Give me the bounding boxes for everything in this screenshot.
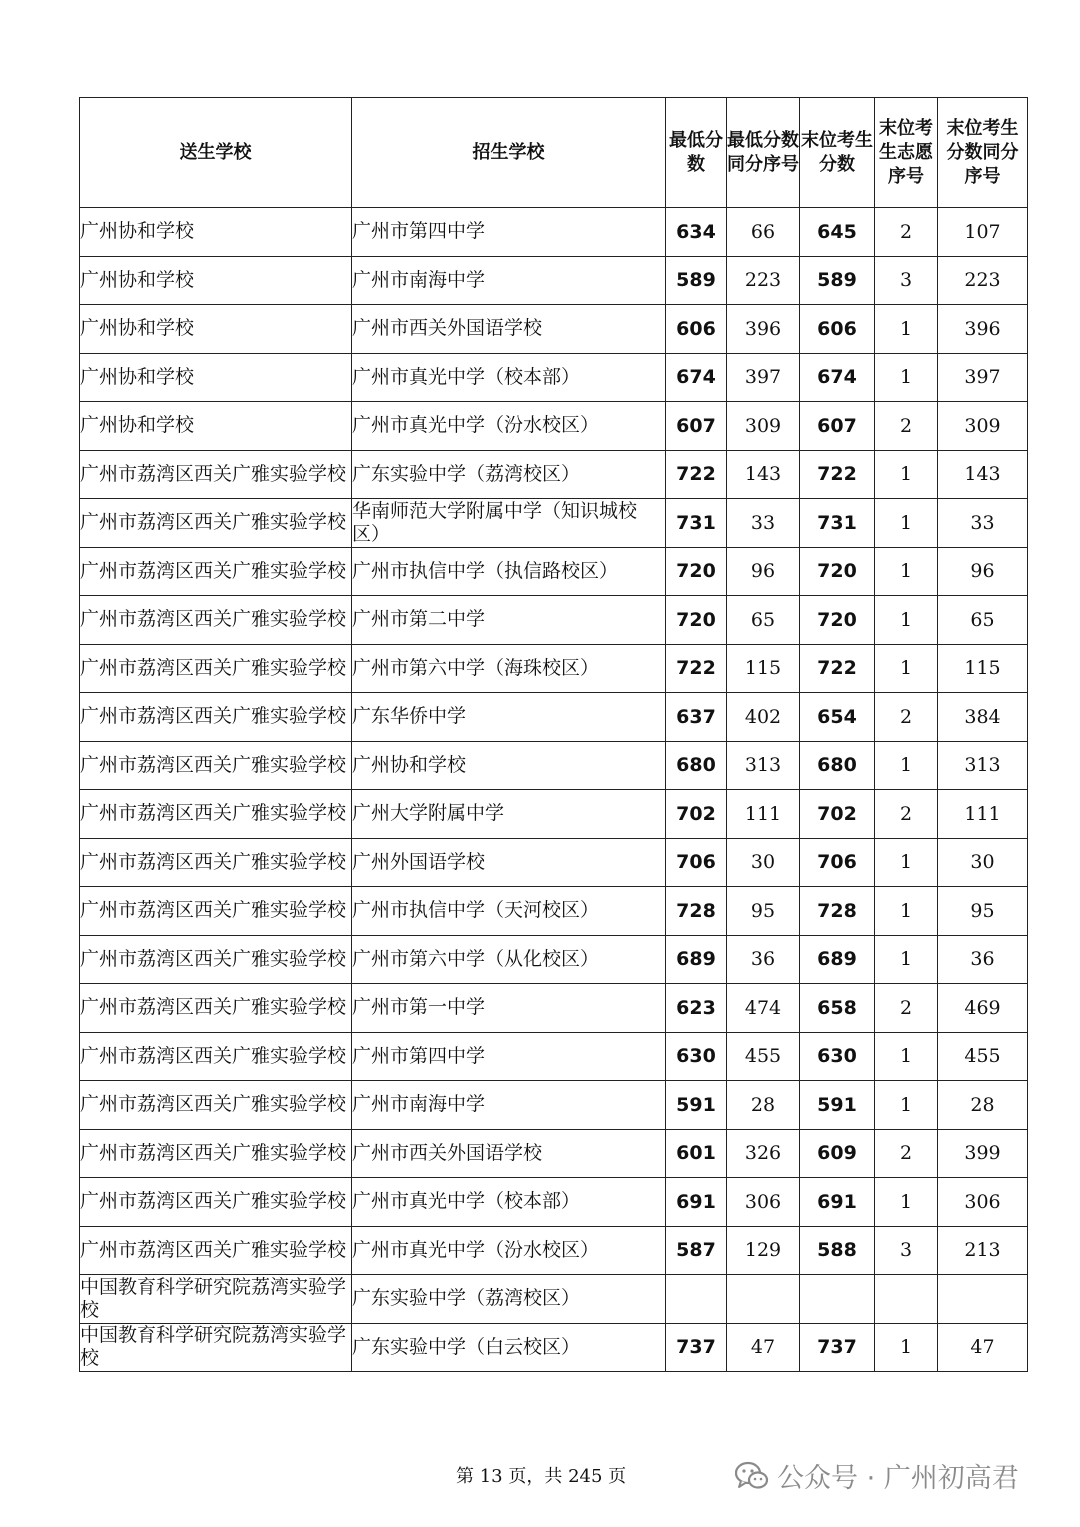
cell-min-score-tie-rank: 115	[727, 644, 800, 693]
table-row	[80, 1129, 1028, 1178]
cell-last-score-tie-rank	[938, 1275, 1028, 1324]
cell-last-wish-order: 1	[875, 499, 938, 548]
cell-sending-school: 广州协和学校	[80, 402, 352, 451]
cell-min-score-tie-rank: 47	[727, 1323, 800, 1372]
cell-last-score: 689	[800, 935, 875, 984]
cell-min-score: 606	[666, 305, 727, 354]
cell-last-score: 591	[800, 1081, 875, 1130]
cell-sending-school: 广州市荔湾区西关广雅实验学校	[80, 1226, 352, 1275]
cell-last-wish-order: 2	[875, 208, 938, 257]
cell-last-score-tie-rank: 143	[938, 450, 1028, 499]
cell-sending-school: 广州协和学校	[80, 208, 352, 257]
cell-last-wish-order: 1	[875, 741, 938, 790]
cell-min-score-tie-rank: 111	[727, 790, 800, 839]
cell-min-score: 737	[666, 1323, 727, 1372]
cell-min-score: 689	[666, 935, 727, 984]
cell-last-wish-order: 3	[875, 256, 938, 305]
cell-sending-school: 广州协和学校	[80, 256, 352, 305]
cell-min-score: 691	[666, 1178, 727, 1227]
cell-last-wish-order: 3	[875, 1226, 938, 1275]
cell-min-score: 623	[666, 984, 727, 1033]
cell-last-score-tie-rank: 455	[938, 1032, 1028, 1081]
cell-last-score-tie-rank: 28	[938, 1081, 1028, 1130]
cell-min-score-tie-rank: 143	[727, 450, 800, 499]
cell-last-score-tie-rank: 115	[938, 644, 1028, 693]
cell-admitting-school: 广州市第二中学	[352, 596, 666, 645]
cell-min-score: 587	[666, 1226, 727, 1275]
cell-sending-school: 广州协和学校	[80, 305, 352, 354]
cell-min-score-tie-rank: 95	[727, 887, 800, 936]
cell-sending-school: 广州市荔湾区西关广雅实验学校	[80, 1081, 352, 1130]
cell-last-score-tie-rank: 469	[938, 984, 1028, 1033]
cell-last-score: 645	[800, 208, 875, 257]
cell-last-score: 680	[800, 741, 875, 790]
table-row	[80, 596, 1028, 645]
cell-sending-school: 广州市荔湾区西关广雅实验学校	[80, 596, 352, 645]
cell-last-wish-order: 1	[875, 1032, 938, 1081]
cell-last-score: 589	[800, 256, 875, 305]
cell-last-score-tie-rank: 313	[938, 741, 1028, 790]
cell-min-score: 634	[666, 208, 727, 257]
cell-min-score: 607	[666, 402, 727, 451]
cell-last-score: 722	[800, 644, 875, 693]
cell-last-score: 691	[800, 1178, 875, 1227]
cell-sending-school: 广州市荔湾区西关广雅实验学校	[80, 935, 352, 984]
cell-sending-school: 中国教育科学研究院荔湾实验学校	[80, 1275, 352, 1324]
cell-admitting-school: 广州外国语学校	[352, 838, 666, 887]
header-min-score-tie-rank: 最低分数同分序号	[727, 98, 800, 208]
cell-last-score-tie-rank: 30	[938, 838, 1028, 887]
cell-last-score: 606	[800, 305, 875, 354]
cell-min-score: 728	[666, 887, 727, 936]
table-row	[80, 1323, 1028, 1372]
cell-last-score	[800, 1275, 875, 1324]
cell-last-score-tie-rank: 396	[938, 305, 1028, 354]
cell-last-wish-order: 1	[875, 305, 938, 354]
cell-sending-school: 广州市荔湾区西关广雅实验学校	[80, 644, 352, 693]
cell-last-score: 722	[800, 450, 875, 499]
cell-admitting-school: 广州市第一中学	[352, 984, 666, 1033]
cell-last-score: 607	[800, 402, 875, 451]
table-row	[80, 741, 1028, 790]
cell-min-score-tie-rank: 313	[727, 741, 800, 790]
cell-last-wish-order	[875, 1275, 938, 1324]
cell-min-score: 674	[666, 353, 727, 402]
cell-sending-school: 广州市荔湾区西关广雅实验学校	[80, 984, 352, 1033]
cell-min-score-tie-rank: 129	[727, 1226, 800, 1275]
cell-admitting-school: 广州市真光中学（汾水校区）	[352, 1226, 666, 1275]
cell-min-score: 720	[666, 596, 727, 645]
table-row	[80, 790, 1028, 839]
header-min-score: 最低分数	[666, 98, 727, 208]
header-last-wish-order: 末位考生志愿序号	[875, 98, 938, 208]
cell-last-wish-order: 2	[875, 693, 938, 742]
header-admitting-school: 招生学校	[352, 98, 666, 208]
cell-last-score-tie-rank: 306	[938, 1178, 1028, 1227]
cell-min-score-tie-rank: 30	[727, 838, 800, 887]
cell-admitting-school: 广州市西关外国语学校	[352, 305, 666, 354]
cell-admitting-school: 广州市执信中学（天河校区）	[352, 887, 666, 936]
cell-sending-school: 广州市荔湾区西关广雅实验学校	[80, 887, 352, 936]
table-row	[80, 1178, 1028, 1227]
cell-min-score: 637	[666, 693, 727, 742]
cell-admitting-school: 广州市南海中学	[352, 256, 666, 305]
cell-last-score: 588	[800, 1226, 875, 1275]
cell-last-score: 654	[800, 693, 875, 742]
cell-admitting-school: 广州市真光中学（汾水校区）	[352, 402, 666, 451]
cell-min-score: 680	[666, 741, 727, 790]
cell-last-score: 728	[800, 887, 875, 936]
cell-min-score: 722	[666, 644, 727, 693]
cell-last-wish-order: 1	[875, 450, 938, 499]
cell-last-score-tie-rank: 36	[938, 935, 1028, 984]
table-body	[80, 208, 1028, 1372]
cell-min-score-tie-rank: 402	[727, 693, 800, 742]
cell-admitting-school: 广州市第四中学	[352, 208, 666, 257]
cell-sending-school: 中国教育科学研究院荔湾实验学校	[80, 1323, 352, 1372]
cell-last-score: 731	[800, 499, 875, 548]
table-row	[80, 644, 1028, 693]
cell-last-score-tie-rank: 384	[938, 693, 1028, 742]
cell-min-score: 591	[666, 1081, 727, 1130]
table-row	[80, 1275, 1028, 1324]
cell-last-score-tie-rank: 223	[938, 256, 1028, 305]
cell-sending-school: 广州市荔湾区西关广雅实验学校	[80, 1178, 352, 1227]
cell-min-score	[666, 1275, 727, 1324]
table-row	[80, 208, 1028, 257]
cell-last-score: 702	[800, 790, 875, 839]
admission-score-table	[79, 97, 1028, 1372]
cell-last-score: 630	[800, 1032, 875, 1081]
table-row	[80, 1226, 1028, 1275]
cell-sending-school: 广州市荔湾区西关广雅实验学校	[80, 450, 352, 499]
header-last-score: 末位考生分数	[800, 98, 875, 208]
cell-last-wish-order: 1	[875, 547, 938, 596]
cell-min-score: 601	[666, 1129, 727, 1178]
cell-min-score-tie-rank: 455	[727, 1032, 800, 1081]
cell-last-wish-order: 1	[875, 838, 938, 887]
cell-last-score-tie-rank: 47	[938, 1323, 1028, 1372]
cell-last-score-tie-rank: 399	[938, 1129, 1028, 1178]
cell-last-wish-order: 2	[875, 984, 938, 1033]
cell-last-score-tie-rank: 96	[938, 547, 1028, 596]
cell-min-score-tie-rank	[727, 1275, 800, 1324]
cell-admitting-school: 广东实验中学（白云校区）	[352, 1323, 666, 1372]
cell-admitting-school: 广东华侨中学	[352, 693, 666, 742]
table-row	[80, 402, 1028, 451]
cell-sending-school: 广州市荔湾区西关广雅实验学校	[80, 1032, 352, 1081]
cell-min-score-tie-rank: 309	[727, 402, 800, 451]
cell-last-score: 720	[800, 547, 875, 596]
cell-min-score-tie-rank: 397	[727, 353, 800, 402]
header-sending-school: 送生学校	[80, 98, 352, 208]
cell-min-score-tie-rank: 306	[727, 1178, 800, 1227]
cell-admitting-school: 华南师范大学附属中学（知识城校区）	[352, 499, 666, 548]
cell-last-score-tie-rank: 95	[938, 887, 1028, 936]
table-row	[80, 935, 1028, 984]
cell-last-score-tie-rank: 111	[938, 790, 1028, 839]
cell-admitting-school: 广州市南海中学	[352, 1081, 666, 1130]
cell-sending-school: 广州市荔湾区西关广雅实验学校	[80, 838, 352, 887]
table-row	[80, 499, 1028, 548]
cell-min-score-tie-rank: 28	[727, 1081, 800, 1130]
watermark	[735, 1456, 1019, 1495]
table-header-row	[80, 98, 1028, 208]
wechat-icon	[735, 1461, 769, 1491]
table-row	[80, 1032, 1028, 1081]
cell-sending-school: 广州市荔湾区西关广雅实验学校	[80, 499, 352, 548]
cell-last-score-tie-rank: 33	[938, 499, 1028, 548]
cell-admitting-school: 广州市西关外国语学校	[352, 1129, 666, 1178]
cell-admitting-school: 广州市第六中学（从化校区）	[352, 935, 666, 984]
cell-min-score: 630	[666, 1032, 727, 1081]
cell-min-score-tie-rank: 326	[727, 1129, 800, 1178]
cell-sending-school: 广州市荔湾区西关广雅实验学校	[80, 741, 352, 790]
cell-min-score-tie-rank: 66	[727, 208, 800, 257]
table-row	[80, 305, 1028, 354]
page-number: 第 13 页，共 245 页	[456, 1466, 627, 1487]
cell-last-score: 674	[800, 353, 875, 402]
cell-min-score-tie-rank: 223	[727, 256, 800, 305]
cell-admitting-school: 广州市真光中学（校本部）	[352, 1178, 666, 1227]
table-row	[80, 256, 1028, 305]
cell-admitting-school: 广东实验中学（荔湾校区）	[352, 1275, 666, 1324]
watermark-text: 公众号 · 广州初高君	[777, 1463, 1019, 1494]
table-row	[80, 838, 1028, 887]
cell-last-wish-order: 1	[875, 1178, 938, 1227]
table-row	[80, 887, 1028, 936]
cell-min-score-tie-rank: 36	[727, 935, 800, 984]
cell-last-score: 737	[800, 1323, 875, 1372]
cell-min-score-tie-rank: 65	[727, 596, 800, 645]
cell-last-wish-order: 1	[875, 935, 938, 984]
cell-last-score-tie-rank: 107	[938, 208, 1028, 257]
cell-admitting-school: 广州市第六中学（海珠校区）	[352, 644, 666, 693]
cell-last-score: 720	[800, 596, 875, 645]
cell-min-score: 706	[666, 838, 727, 887]
cell-last-score: 609	[800, 1129, 875, 1178]
cell-admitting-school: 广州市第四中学	[352, 1032, 666, 1081]
cell-min-score-tie-rank: 396	[727, 305, 800, 354]
header-last-score-tie-rank: 末位考生分数同分序号	[938, 98, 1028, 208]
cell-min-score: 702	[666, 790, 727, 839]
cell-sending-school: 广州市荔湾区西关广雅实验学校	[80, 790, 352, 839]
table-row	[80, 547, 1028, 596]
cell-last-score: 658	[800, 984, 875, 1033]
table-row	[80, 693, 1028, 742]
cell-last-score-tie-rank: 397	[938, 353, 1028, 402]
table-row	[80, 1081, 1028, 1130]
table-row	[80, 450, 1028, 499]
cell-min-score-tie-rank: 474	[727, 984, 800, 1033]
cell-admitting-school: 广州市执信中学（执信路校区）	[352, 547, 666, 596]
cell-last-wish-order: 1	[875, 353, 938, 402]
cell-sending-school: 广州市荔湾区西关广雅实验学校	[80, 547, 352, 596]
cell-min-score-tie-rank: 96	[727, 547, 800, 596]
cell-sending-school: 广州市荔湾区西关广雅实验学校	[80, 1129, 352, 1178]
cell-sending-school: 广州协和学校	[80, 353, 352, 402]
cell-min-score: 731	[666, 499, 727, 548]
cell-last-wish-order: 1	[875, 644, 938, 693]
cell-last-score: 706	[800, 838, 875, 887]
table-row	[80, 984, 1028, 1033]
cell-admitting-school: 广州市真光中学（校本部）	[352, 353, 666, 402]
cell-admitting-school: 广州大学附属中学	[352, 790, 666, 839]
cell-admitting-school: 广州协和学校	[352, 741, 666, 790]
table-row	[80, 353, 1028, 402]
cell-last-wish-order: 1	[875, 596, 938, 645]
cell-min-score: 720	[666, 547, 727, 596]
cell-admitting-school: 广东实验中学（荔湾校区）	[352, 450, 666, 499]
cell-last-wish-order: 1	[875, 887, 938, 936]
cell-last-wish-order: 1	[875, 1323, 938, 1372]
cell-last-wish-order: 1	[875, 1081, 938, 1130]
cell-last-wish-order: 2	[875, 402, 938, 451]
cell-min-score: 589	[666, 256, 727, 305]
cell-last-score-tie-rank: 309	[938, 402, 1028, 451]
cell-min-score-tie-rank: 33	[727, 499, 800, 548]
cell-last-score-tie-rank: 213	[938, 1226, 1028, 1275]
cell-last-score-tie-rank: 65	[938, 596, 1028, 645]
cell-sending-school: 广州市荔湾区西关广雅实验学校	[80, 693, 352, 742]
cell-last-wish-order: 2	[875, 790, 938, 839]
cell-last-wish-order: 2	[875, 1129, 938, 1178]
cell-min-score: 722	[666, 450, 727, 499]
